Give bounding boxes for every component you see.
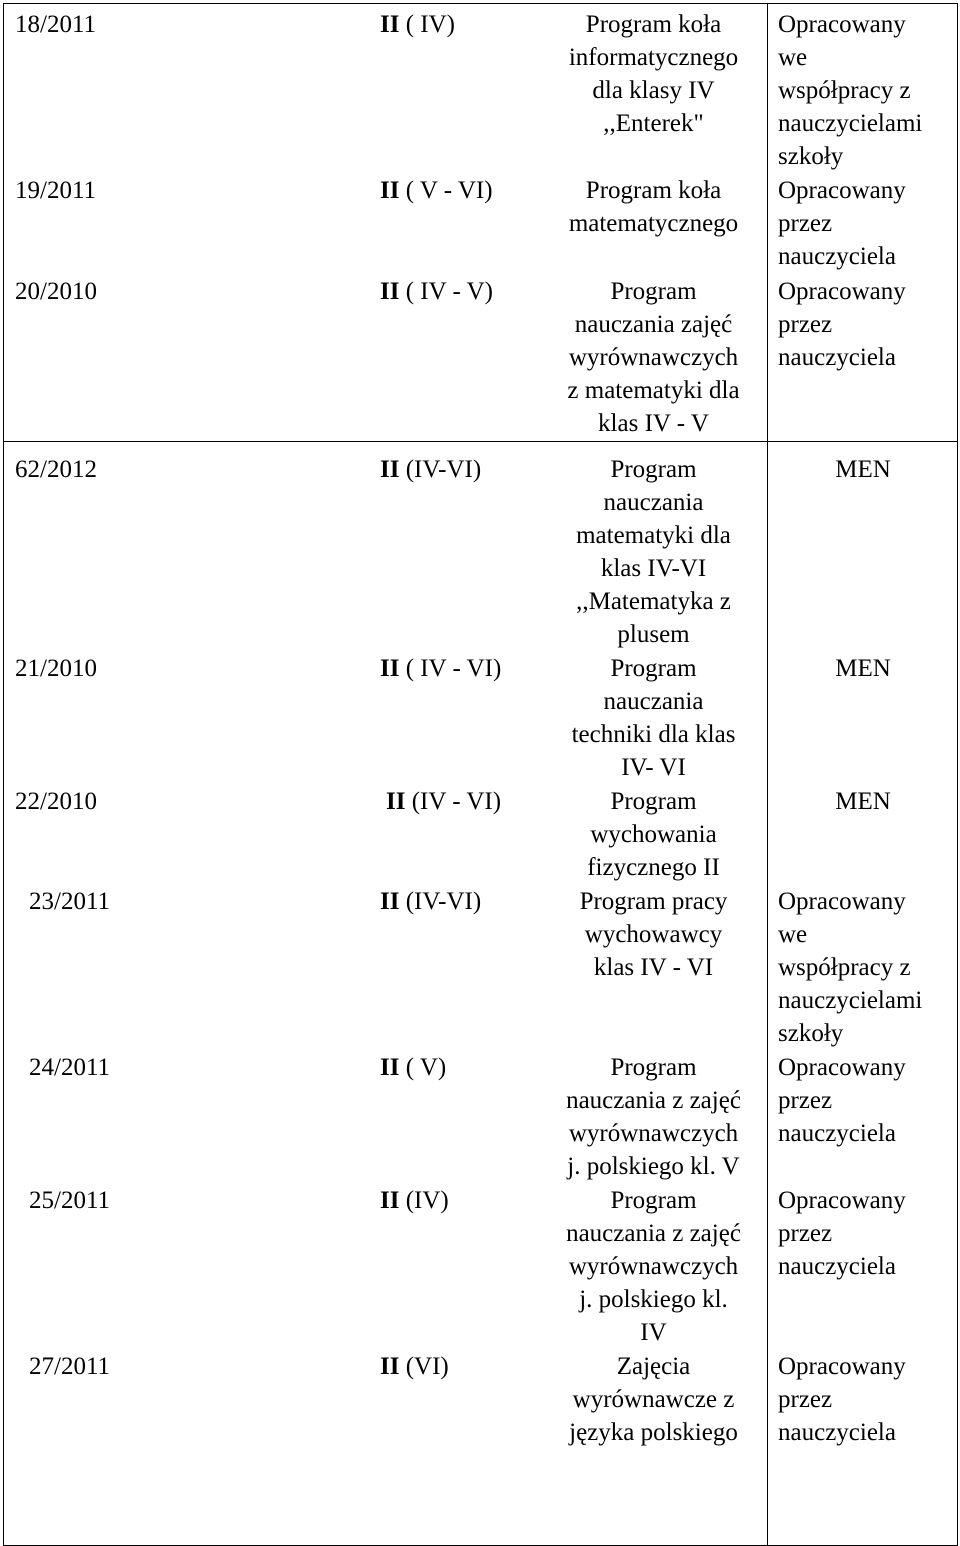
program-note: MEN <box>835 655 891 682</box>
program-number: 25/2011 <box>29 1187 111 1214</box>
programs-table <box>3 3 958 1546</box>
program-name: Program koła informatycznego dla klasy IV ,,Enterek" <box>568 11 739 137</box>
class-level: II ( IV - V) <box>380 278 493 305</box>
program-note: MEN <box>835 788 891 815</box>
class-level: II (IV) <box>380 1187 449 1214</box>
program-number: 22/2010 <box>15 788 97 815</box>
class-level: II (VI) <box>380 1353 449 1380</box>
table-row-block-top <box>4 4 958 442</box>
class-level: II (IV-VI) <box>380 888 482 915</box>
program-note: Opracowany przez nauczyciela <box>778 1353 906 1446</box>
program-name: Program nauczania zajęć wyrównawczych z matematyki dla klas IV - V <box>567 278 740 437</box>
program-number: 27/2011 <box>29 1353 111 1380</box>
program-name: Program nauczania z zajęć wyrównawczych j. polskiego kl. V <box>566 1054 741 1180</box>
class-level: II (IV - VI) <box>386 788 502 815</box>
table-row-block-bottom <box>4 442 958 1546</box>
program-name: Program pracy wychowawcy klas IV - VI <box>579 888 728 981</box>
program-name: Program wychowania fizycznego II <box>587 788 720 881</box>
class-level: II (IV-VI) <box>380 456 482 483</box>
program-number: 24/2011 <box>29 1054 111 1081</box>
program-note: Opracowany przez nauczyciela <box>778 278 906 371</box>
program-name: Program nauczania matematyki dla klas IV-VI ,,Matematyka z plusem <box>576 456 731 648</box>
program-note: MEN <box>835 456 891 483</box>
program-number: 19/2011 <box>15 177 97 204</box>
program-name: Zajęcia wyrównawcze z języka polskiego <box>569 1353 738 1446</box>
program-number: 20/2010 <box>15 278 97 305</box>
program-note: Opracowany we współpracy z nauczycielami szkoły <box>778 11 923 170</box>
program-note: Opracowany przez nauczyciela <box>778 1187 906 1280</box>
program-number: 23/2011 <box>29 888 111 915</box>
class-level: II ( V - VI) <box>380 177 493 204</box>
program-name: Program nauczania z zajęć wyrównawczych j. polskiego kl. IV <box>566 1187 741 1346</box>
class-level: II ( IV - VI) <box>380 655 502 682</box>
program-note: Opracowany przez nauczyciela <box>778 177 906 270</box>
program-number: 18/2011 <box>15 11 97 38</box>
program-number: 21/2010 <box>15 655 97 682</box>
cell-number-level <box>4 4 768 442</box>
class-level: II ( IV) <box>380 11 455 38</box>
program-number: 62/2012 <box>15 456 97 483</box>
cell-note <box>768 442 958 1546</box>
class-level: II ( V) <box>380 1054 447 1081</box>
program-note: Opracowany przez nauczyciela <box>778 1054 906 1147</box>
program-name: Program koła matematycznego <box>568 177 739 237</box>
program-note: Opracowany we współpracy z nauczycielami szkoły <box>778 888 923 1047</box>
cell-note <box>768 4 958 442</box>
cell-number-level <box>4 442 768 1546</box>
program-name: Program nauczania techniki dla klas IV- VI <box>571 655 736 781</box>
